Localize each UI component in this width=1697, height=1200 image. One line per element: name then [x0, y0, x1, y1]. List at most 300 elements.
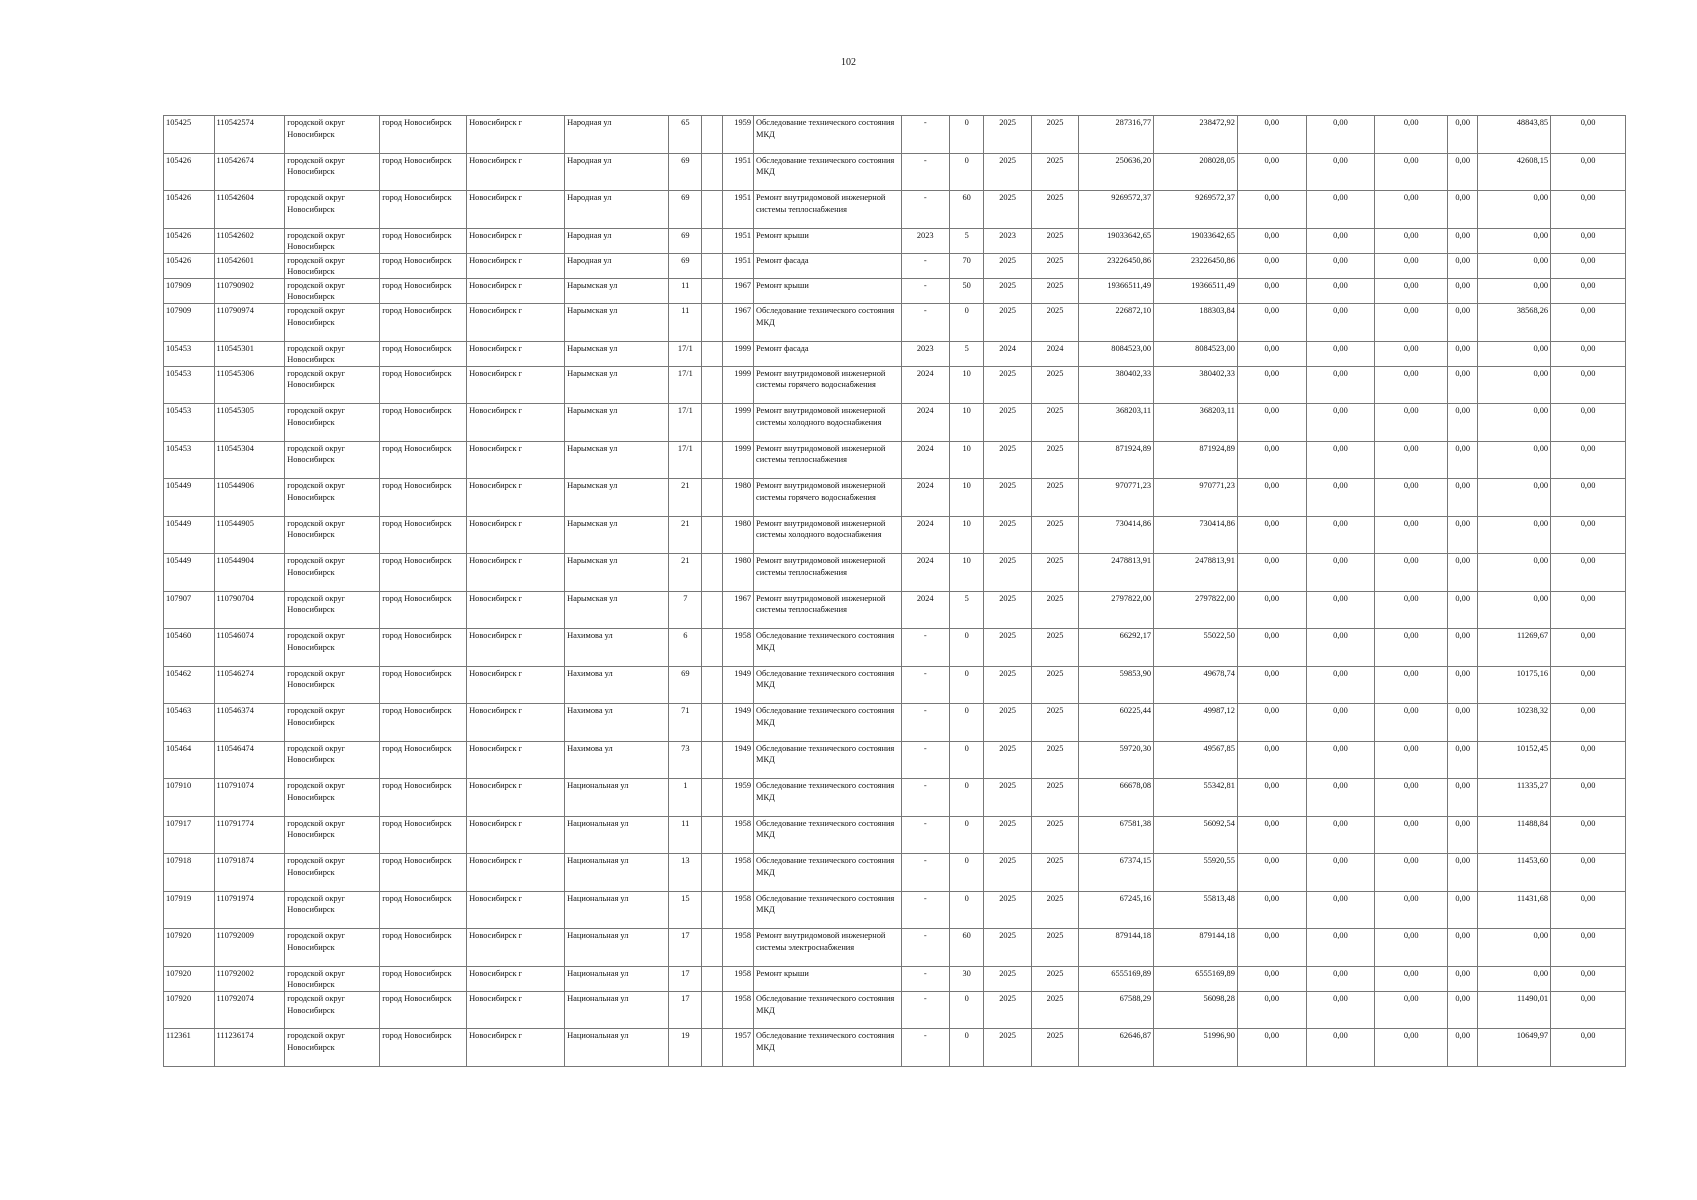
cell-owner-funds: 10175,16: [1478, 666, 1551, 704]
cell-settlement: город Новосибирск: [380, 666, 467, 704]
table-row: [164, 779, 1626, 817]
cell-record-id: 107919: [164, 891, 215, 929]
cell-building: [702, 191, 722, 229]
cell-building: [702, 516, 722, 554]
cell-building: [702, 479, 722, 517]
cell-prior-year: -: [901, 304, 949, 342]
cell-owner-funds: 42608,15: [1478, 153, 1551, 191]
cell-build-year: 1958: [722, 991, 753, 1029]
cell-owner-funds: 0,00: [1478, 228, 1551, 253]
cell-municipal-district: городской округ Новосибирск: [285, 191, 380, 229]
cell-locality: Новосибирск г: [467, 253, 565, 278]
cell-fund-amount: 6555169,89: [1154, 966, 1238, 991]
cell-budget-local: 0,00: [1375, 741, 1448, 779]
cell-record-id: 105462: [164, 666, 215, 704]
cell-build-year: 1958: [722, 891, 753, 929]
cell-building: [702, 341, 722, 366]
cell-budget-local: 0,00: [1375, 341, 1448, 366]
cell-budget-other: 0,00: [1448, 153, 1478, 191]
cell-locality: Новосибирск г: [467, 629, 565, 667]
cell-build-year: 1951: [722, 253, 753, 278]
cell-street: Национальная ул: [565, 779, 669, 817]
cell-budget-local: 0,00: [1375, 554, 1448, 592]
cell-work-id: 110791774: [214, 816, 285, 854]
cell-prior-year: -: [901, 629, 949, 667]
cell-plan-year-end: 2025: [1031, 516, 1078, 554]
cell-budget-federal: 0,00: [1237, 779, 1306, 817]
cell-work-type: Обследование технического состояния МКД: [754, 304, 902, 342]
cell-building: [702, 116, 722, 154]
cell-municipal-district: городской округ Новосибирск: [285, 228, 380, 253]
cell-work-type: Обследование технического состояния МКД: [754, 629, 902, 667]
cell-total-cost: 59853,90: [1079, 666, 1154, 704]
cell-work-id: 110790902: [214, 278, 285, 303]
cell-wear-percent: 10: [949, 366, 983, 404]
cell-budget-federal: 0,00: [1237, 854, 1306, 892]
cell-plan-year-start: 2025: [984, 1029, 1031, 1067]
cell-building: [702, 304, 722, 342]
cell-work-type: Обследование технического состояния МКД: [754, 153, 902, 191]
cell-street: Нарымская ул: [565, 479, 669, 517]
cell-budget-federal: 0,00: [1237, 341, 1306, 366]
cell-budget-other: 0,00: [1448, 191, 1478, 229]
cell-work-id: 110792074: [214, 991, 285, 1029]
cell-plan-year-start: 2025: [984, 479, 1031, 517]
cell-street: Нарымская ул: [565, 278, 669, 303]
cell-budget-local: 0,00: [1375, 253, 1448, 278]
cell-record-id: 107917: [164, 816, 215, 854]
cell-budget-local: 0,00: [1375, 479, 1448, 517]
cell-wear-percent: 10: [949, 554, 983, 592]
cell-fund-amount: 970771,23: [1154, 479, 1238, 517]
cell-other-funds: 0,00: [1551, 704, 1626, 742]
table-row: [164, 966, 1626, 991]
cell-other-funds: 0,00: [1551, 1029, 1626, 1067]
table-row: [164, 929, 1626, 967]
cell-budget-federal: 0,00: [1237, 191, 1306, 229]
cell-owner-funds: 0,00: [1478, 404, 1551, 442]
cell-house-number: 21: [669, 516, 702, 554]
cell-budget-regional: 0,00: [1306, 278, 1375, 303]
cell-house-number: 21: [669, 554, 702, 592]
cell-other-funds: 0,00: [1551, 966, 1626, 991]
cell-total-cost: 871924,89: [1079, 441, 1154, 479]
cell-locality: Новосибирск г: [467, 441, 565, 479]
cell-municipal-district: городской округ Новосибирск: [285, 741, 380, 779]
cell-work-id: 110545301: [214, 341, 285, 366]
cell-other-funds: 0,00: [1551, 516, 1626, 554]
cell-settlement: город Новосибирск: [380, 341, 467, 366]
cell-budget-local: 0,00: [1375, 191, 1448, 229]
cell-other-funds: 0,00: [1551, 191, 1626, 229]
cell-other-funds: 0,00: [1551, 366, 1626, 404]
table-row: [164, 116, 1626, 154]
cell-build-year: 1958: [722, 629, 753, 667]
cell-total-cost: 62646,87: [1079, 1029, 1154, 1067]
table-row: [164, 1029, 1626, 1067]
cell-plan-year-start: 2025: [984, 404, 1031, 442]
cell-budget-local: 0,00: [1375, 854, 1448, 892]
cell-municipal-district: городской округ Новосибирск: [285, 341, 380, 366]
cell-locality: Новосибирск г: [467, 966, 565, 991]
cell-wear-percent: 60: [949, 929, 983, 967]
cell-settlement: город Новосибирск: [380, 1029, 467, 1067]
cell-locality: Новосибирск г: [467, 366, 565, 404]
cell-budget-other: 0,00: [1448, 629, 1478, 667]
cell-budget-other: 0,00: [1448, 304, 1478, 342]
cell-work-type: Ремонт внутридомовой инженерной системы холодного водоснабжения: [754, 516, 902, 554]
cell-plan-year-end: 2025: [1031, 816, 1078, 854]
cell-fund-amount: 879144,18: [1154, 929, 1238, 967]
cell-wear-percent: 0: [949, 629, 983, 667]
cell-plan-year-start: 2025: [984, 666, 1031, 704]
cell-prior-year: -: [901, 153, 949, 191]
cell-prior-year: -: [901, 816, 949, 854]
cell-budget-other: 0,00: [1448, 479, 1478, 517]
cell-street: Народная ул: [565, 116, 669, 154]
cell-building: [702, 1029, 722, 1067]
cell-house-number: 17/1: [669, 366, 702, 404]
cell-work-type: Ремонт внутридомовой инженерной системы теплоснабжения: [754, 191, 902, 229]
cell-prior-year: -: [901, 854, 949, 892]
table-row: [164, 591, 1626, 629]
cell-plan-year-start: 2025: [984, 741, 1031, 779]
cell-plan-year-end: 2024: [1031, 341, 1078, 366]
cell-fund-amount: 56098,28: [1154, 991, 1238, 1029]
cell-build-year: 1967: [722, 591, 753, 629]
cell-budget-other: 0,00: [1448, 741, 1478, 779]
cell-total-cost: 67245,16: [1079, 891, 1154, 929]
cell-record-id: 107920: [164, 991, 215, 1029]
cell-plan-year-end: 2025: [1031, 253, 1078, 278]
cell-plan-year-start: 2025: [984, 929, 1031, 967]
cell-house-number: 11: [669, 816, 702, 854]
cell-work-id: 110791974: [214, 891, 285, 929]
cell-owner-funds: 0,00: [1478, 554, 1551, 592]
cell-budget-other: 0,00: [1448, 1029, 1478, 1067]
cell-building: [702, 404, 722, 442]
cell-prior-year: -: [901, 966, 949, 991]
cell-record-id: 107909: [164, 278, 215, 303]
cell-total-cost: 730414,86: [1079, 516, 1154, 554]
cell-budget-regional: 0,00: [1306, 253, 1375, 278]
cell-building: [702, 991, 722, 1029]
cell-house-number: 17/1: [669, 341, 702, 366]
cell-municipal-district: городской округ Новосибирск: [285, 404, 380, 442]
cell-street: Нарымская ул: [565, 404, 669, 442]
cell-locality: Новосибирск г: [467, 304, 565, 342]
cell-street: Национальная ул: [565, 891, 669, 929]
cell-other-funds: 0,00: [1551, 554, 1626, 592]
cell-work-id: 110546074: [214, 629, 285, 667]
cell-owner-funds: 0,00: [1478, 441, 1551, 479]
cell-house-number: 19: [669, 1029, 702, 1067]
cell-budget-other: 0,00: [1448, 116, 1478, 154]
cell-record-id: 107910: [164, 779, 215, 817]
cell-building: [702, 554, 722, 592]
cell-settlement: город Новосибирск: [380, 441, 467, 479]
cell-plan-year-end: 2025: [1031, 741, 1078, 779]
cell-street: Нарымская ул: [565, 341, 669, 366]
cell-wear-percent: 0: [949, 891, 983, 929]
cell-plan-year-start: 2025: [984, 253, 1031, 278]
cell-budget-other: 0,00: [1448, 929, 1478, 967]
cell-owner-funds: 11269,67: [1478, 629, 1551, 667]
cell-record-id: 105460: [164, 629, 215, 667]
cell-building: [702, 278, 722, 303]
cell-budget-federal: 0,00: [1237, 153, 1306, 191]
cell-budget-regional: 0,00: [1306, 991, 1375, 1029]
table-row: [164, 191, 1626, 229]
table-row: [164, 816, 1626, 854]
cell-fund-amount: 56092,54: [1154, 816, 1238, 854]
cell-budget-local: 0,00: [1375, 441, 1448, 479]
cell-owner-funds: 0,00: [1478, 341, 1551, 366]
cell-work-type: Обследование технического состояния МКД: [754, 116, 902, 154]
cell-owner-funds: 0,00: [1478, 516, 1551, 554]
cell-municipal-district: городской округ Новосибирск: [285, 304, 380, 342]
cell-budget-regional: 0,00: [1306, 966, 1375, 991]
cell-budget-local: 0,00: [1375, 891, 1448, 929]
cell-record-id: 107920: [164, 929, 215, 967]
cell-prior-year: -: [901, 991, 949, 1029]
cell-owner-funds: 48843,85: [1478, 116, 1551, 154]
cell-record-id: 105453: [164, 341, 215, 366]
cell-budget-regional: 0,00: [1306, 1029, 1375, 1067]
cell-work-type: Обследование технического состояния МКД: [754, 741, 902, 779]
cell-work-id: 110544904: [214, 554, 285, 592]
cell-settlement: город Новосибирск: [380, 891, 467, 929]
cell-build-year: 1957: [722, 1029, 753, 1067]
cell-locality: Новосибирск г: [467, 116, 565, 154]
cell-settlement: город Новосибирск: [380, 929, 467, 967]
cell-fund-amount: 55920,55: [1154, 854, 1238, 892]
cell-budget-federal: 0,00: [1237, 741, 1306, 779]
cell-settlement: город Новосибирск: [380, 629, 467, 667]
cell-build-year: 1999: [722, 366, 753, 404]
cell-build-year: 1949: [722, 741, 753, 779]
cell-record-id: 105453: [164, 366, 215, 404]
cell-total-cost: 59720,30: [1079, 741, 1154, 779]
cell-budget-federal: 0,00: [1237, 704, 1306, 742]
cell-street: Национальная ул: [565, 854, 669, 892]
cell-budget-other: 0,00: [1448, 516, 1478, 554]
cell-work-type: Ремонт внутридомовой инженерной системы холодного водоснабжения: [754, 404, 902, 442]
cell-settlement: город Новосибирск: [380, 816, 467, 854]
table-body: [164, 116, 1626, 1067]
cell-wear-percent: 0: [949, 991, 983, 1029]
cell-street: Народная ул: [565, 191, 669, 229]
cell-budget-federal: 0,00: [1237, 516, 1306, 554]
cell-house-number: 13: [669, 854, 702, 892]
cell-street: Народная ул: [565, 228, 669, 253]
cell-record-id: 105426: [164, 153, 215, 191]
cell-record-id: 105449: [164, 479, 215, 517]
cell-plan-year-start: 2024: [984, 341, 1031, 366]
cell-record-id: 105426: [164, 253, 215, 278]
cell-total-cost: 287316,77: [1079, 116, 1154, 154]
cell-other-funds: 0,00: [1551, 341, 1626, 366]
cell-budget-federal: 0,00: [1237, 629, 1306, 667]
cell-municipal-district: городской округ Новосибирск: [285, 929, 380, 967]
cell-street: Народная ул: [565, 153, 669, 191]
cell-budget-federal: 0,00: [1237, 554, 1306, 592]
cell-street: Нарымская ул: [565, 441, 669, 479]
cell-owner-funds: 0,00: [1478, 253, 1551, 278]
cell-prior-year: 2024: [901, 404, 949, 442]
cell-house-number: 6: [669, 629, 702, 667]
cell-owner-funds: 11488,84: [1478, 816, 1551, 854]
cell-prior-year: 2024: [901, 554, 949, 592]
cell-plan-year-start: 2025: [984, 966, 1031, 991]
cell-settlement: город Новосибирск: [380, 516, 467, 554]
cell-budget-other: 0,00: [1448, 704, 1478, 742]
cell-settlement: город Новосибирск: [380, 153, 467, 191]
cell-work-id: 110542604: [214, 191, 285, 229]
cell-other-funds: 0,00: [1551, 304, 1626, 342]
cell-record-id: 107920: [164, 966, 215, 991]
cell-work-type: Ремонт крыши: [754, 228, 902, 253]
cell-budget-local: 0,00: [1375, 929, 1448, 967]
cell-budget-other: 0,00: [1448, 816, 1478, 854]
cell-prior-year: -: [901, 929, 949, 967]
cell-fund-amount: 49987,12: [1154, 704, 1238, 742]
cell-build-year: 1959: [722, 116, 753, 154]
cell-wear-percent: 30: [949, 966, 983, 991]
cell-record-id: 107907: [164, 591, 215, 629]
cell-work-id: 110542574: [214, 116, 285, 154]
cell-house-number: 17: [669, 966, 702, 991]
cell-budget-federal: 0,00: [1237, 591, 1306, 629]
cell-build-year: 1951: [722, 191, 753, 229]
cell-budget-regional: 0,00: [1306, 554, 1375, 592]
cell-record-id: 105425: [164, 116, 215, 154]
table-row: [164, 228, 1626, 253]
cell-plan-year-end: 2025: [1031, 441, 1078, 479]
cell-plan-year-start: 2025: [984, 516, 1031, 554]
cell-municipal-district: городской округ Новосибирск: [285, 153, 380, 191]
cell-fund-amount: 55342,81: [1154, 779, 1238, 817]
cell-plan-year-end: 2025: [1031, 891, 1078, 929]
table-row: [164, 366, 1626, 404]
cell-building: [702, 779, 722, 817]
cell-budget-regional: 0,00: [1306, 891, 1375, 929]
cell-locality: Новосибирск г: [467, 991, 565, 1029]
cell-municipal-district: городской округ Новосибирск: [285, 516, 380, 554]
cell-wear-percent: 10: [949, 516, 983, 554]
cell-fund-amount: 238472,92: [1154, 116, 1238, 154]
cell-locality: Новосибирск г: [467, 554, 565, 592]
cell-fund-amount: 49678,74: [1154, 666, 1238, 704]
cell-total-cost: 67581,38: [1079, 816, 1154, 854]
cell-house-number: 17/1: [669, 404, 702, 442]
cell-wear-percent: 0: [949, 304, 983, 342]
cell-budget-local: 0,00: [1375, 404, 1448, 442]
cell-locality: Новосибирск г: [467, 479, 565, 517]
cell-municipal-district: городской округ Новосибирск: [285, 366, 380, 404]
cell-street: Народная ул: [565, 253, 669, 278]
cell-locality: Новосибирск г: [467, 404, 565, 442]
cell-budget-other: 0,00: [1448, 366, 1478, 404]
cell-other-funds: 0,00: [1551, 253, 1626, 278]
cell-plan-year-end: 2025: [1031, 116, 1078, 154]
cell-fund-amount: 208028,05: [1154, 153, 1238, 191]
cell-work-type: Ремонт внутридомовой инженерной системы теплоснабжения: [754, 554, 902, 592]
cell-settlement: город Новосибирск: [380, 304, 467, 342]
cell-house-number: 17: [669, 991, 702, 1029]
cell-settlement: город Новосибирск: [380, 966, 467, 991]
cell-budget-federal: 0,00: [1237, 929, 1306, 967]
cell-municipal-district: городской округ Новосибирск: [285, 479, 380, 517]
cell-house-number: 69: [669, 666, 702, 704]
cell-house-number: 69: [669, 153, 702, 191]
cell-budget-regional: 0,00: [1306, 441, 1375, 479]
cell-plan-year-end: 2025: [1031, 666, 1078, 704]
cell-budget-regional: 0,00: [1306, 629, 1375, 667]
cell-budget-local: 0,00: [1375, 704, 1448, 742]
cell-plan-year-end: 2025: [1031, 366, 1078, 404]
cell-work-id: 110545305: [214, 404, 285, 442]
cell-municipal-district: городской округ Новосибирск: [285, 278, 380, 303]
cell-plan-year-end: 2025: [1031, 191, 1078, 229]
table-row: [164, 304, 1626, 342]
cell-plan-year-start: 2025: [984, 278, 1031, 303]
cell-street: Национальная ул: [565, 991, 669, 1029]
cell-work-type: Ремонт внутридомовой инженерной системы электроснабжения: [754, 929, 902, 967]
cell-settlement: город Новосибирск: [380, 704, 467, 742]
cell-owner-funds: 10649,97: [1478, 1029, 1551, 1067]
cell-budget-local: 0,00: [1375, 816, 1448, 854]
cell-plan-year-start: 2025: [984, 891, 1031, 929]
cell-work-id: 110791074: [214, 779, 285, 817]
cell-build-year: 1967: [722, 304, 753, 342]
table-row: [164, 854, 1626, 892]
cell-fund-amount: 871924,89: [1154, 441, 1238, 479]
cell-work-id: 110546274: [214, 666, 285, 704]
cell-wear-percent: 0: [949, 779, 983, 817]
cell-prior-year: 2024: [901, 516, 949, 554]
cell-house-number: 15: [669, 891, 702, 929]
cell-work-id: 110546474: [214, 741, 285, 779]
cell-wear-percent: 0: [949, 854, 983, 892]
cell-other-funds: 0,00: [1551, 779, 1626, 817]
cell-budget-regional: 0,00: [1306, 591, 1375, 629]
cell-street: Нарымская ул: [565, 366, 669, 404]
cell-prior-year: -: [901, 116, 949, 154]
cell-house-number: 69: [669, 253, 702, 278]
cell-municipal-district: городской округ Новосибирск: [285, 629, 380, 667]
cell-plan-year-start: 2025: [984, 153, 1031, 191]
table-row: [164, 629, 1626, 667]
cell-work-type: Обследование технического состояния МКД: [754, 666, 902, 704]
table-row: [164, 666, 1626, 704]
cell-house-number: 71: [669, 704, 702, 742]
cell-other-funds: 0,00: [1551, 278, 1626, 303]
cell-other-funds: 0,00: [1551, 441, 1626, 479]
cell-total-cost: 9269572,37: [1079, 191, 1154, 229]
cell-budget-federal: 0,00: [1237, 966, 1306, 991]
cell-owner-funds: 0,00: [1478, 591, 1551, 629]
cell-wear-percent: 0: [949, 1029, 983, 1067]
cell-other-funds: 0,00: [1551, 929, 1626, 967]
cell-street: Национальная ул: [565, 816, 669, 854]
cell-work-id: 110546374: [214, 704, 285, 742]
cell-work-id: 110792009: [214, 929, 285, 967]
cell-total-cost: 19366511,49: [1079, 278, 1154, 303]
cell-total-cost: 60225,44: [1079, 704, 1154, 742]
cell-budget-local: 0,00: [1375, 991, 1448, 1029]
cell-work-type: Обследование технического состояния МКД: [754, 891, 902, 929]
